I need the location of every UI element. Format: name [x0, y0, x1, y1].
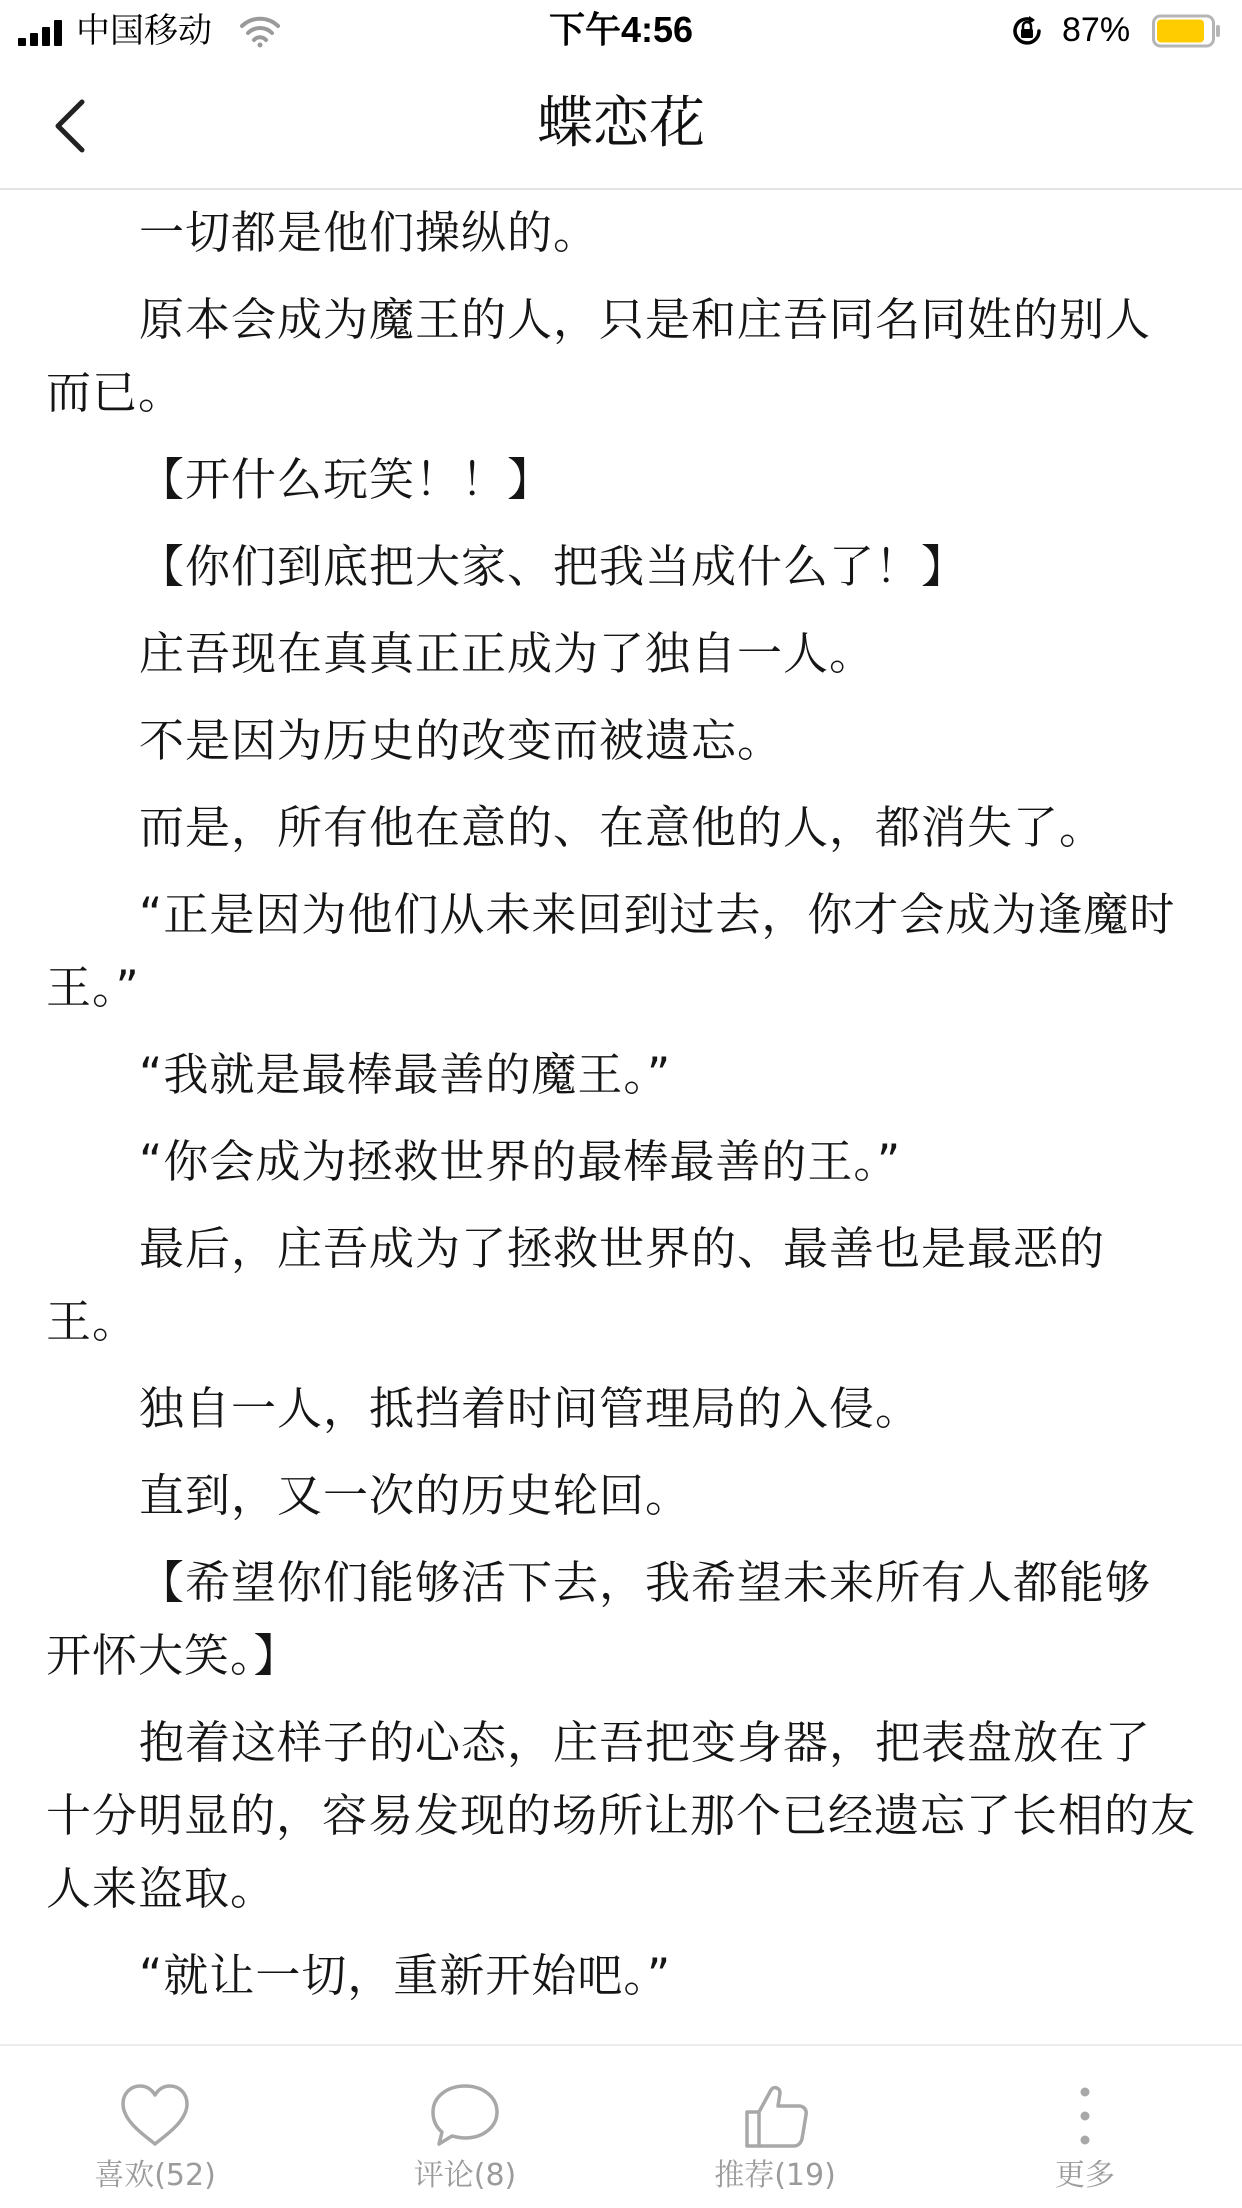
thumbs-up-icon: [737, 2078, 813, 2154]
paragraph: “就让一切，重新开始吧。”: [139, 1949, 672, 2002]
paragraph: “你会成为拯救世界的最棒最善的王。”: [139, 1135, 902, 1188]
paragraph: 【希望你们能够活下去，我希望未来所有人都能够开怀大笑。】: [46, 1556, 1152, 1682]
chapter-content: [46, 196, 1196, 2036]
status-bar: [0, 0, 1242, 62]
paragraph: “我就是最棒最善的魔王。”: [139, 1048, 672, 1101]
more-vertical-icon: [1047, 2078, 1123, 2154]
paragraph: 不是因为历史的改变而被遗忘。: [139, 714, 784, 767]
paragraph: 而是，所有他在意的、在意他的人，都消失了。: [139, 801, 1106, 854]
bottom-action-bar: [0, 2044, 1242, 2208]
heart-icon: [117, 2078, 193, 2154]
paragraph: 抱着这样子的心态，庄吾把变身器，把表盘放在了十分明显的，容易发现的场所让那个已经遗忘了长相的友人来盗取。: [46, 1716, 1196, 1915]
like-label: 喜欢(52): [94, 2158, 216, 2193]
paragraph: 独自一人，抵挡着时间管理局的入侵。: [139, 1382, 922, 1435]
paragraph: 一切都是他们操纵的。: [139, 206, 600, 259]
speech-bubble-icon: [427, 2078, 503, 2154]
page-title: 蝶恋花: [537, 91, 705, 156]
battery-icon: [1152, 14, 1222, 48]
paragraph: 最后，庄吾成为了拯救世界的、最善也是最恶的王。: [46, 1222, 1106, 1348]
paragraph: “正是因为他们从未来回到过去，你才会成为逢魔时王。”: [46, 888, 1176, 1014]
comment-button[interactable]: [310, 2046, 620, 2208]
recommend-label: 推荐(19): [714, 2158, 836, 2193]
paragraph: 直到，又一次的历史轮回。: [139, 1469, 692, 1522]
rotation-lock-icon: [1010, 14, 1044, 48]
comment-label: 评论(8): [413, 2158, 517, 2193]
clock: 下午4:56: [548, 9, 694, 50]
paragraph: 【你们到底把大家、把我当成什么了！】: [139, 540, 968, 593]
nav-bar: [0, 62, 1242, 190]
more-label: 更多: [1055, 2158, 1115, 2193]
paragraph: 原本会成为魔王的人，只是和庄吾同名同姓的别人而已。: [46, 293, 1152, 419]
paragraph: 【开什么玩笑！！】: [139, 453, 554, 506]
more-button[interactable]: [930, 2046, 1240, 2208]
like-button[interactable]: [0, 2046, 310, 2208]
recommend-button[interactable]: [620, 2046, 930, 2208]
battery-percent: 87%: [1062, 11, 1131, 49]
carrier-name: 中国移动: [76, 12, 212, 50]
paragraph: 庄吾现在真真正正成为了独自一人。: [139, 627, 876, 680]
